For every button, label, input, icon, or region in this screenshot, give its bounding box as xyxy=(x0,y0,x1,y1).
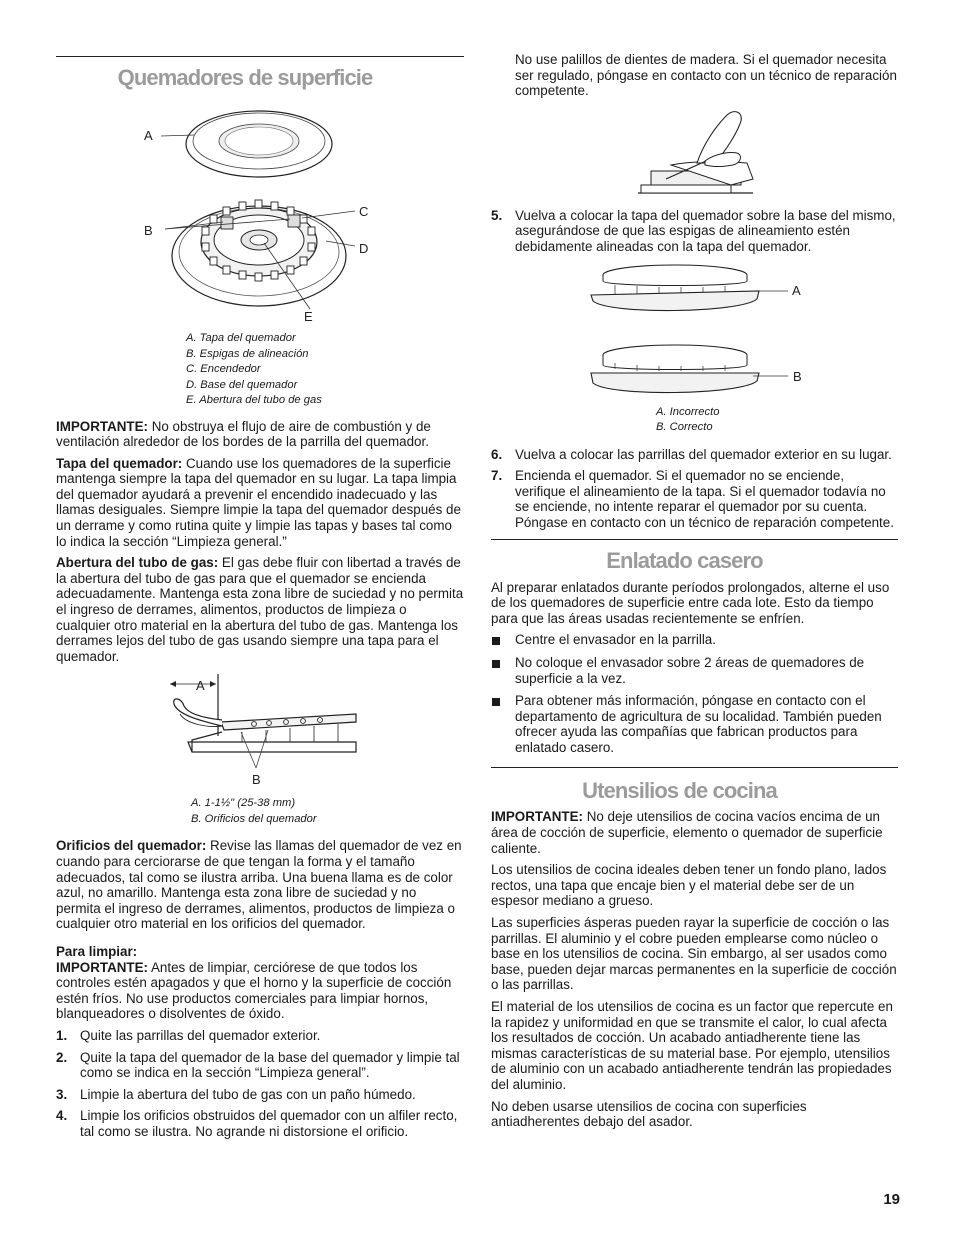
list-item: 3. Limpie la abertura del tubo de gas con un paño húmedo. xyxy=(56,1086,416,1102)
abertura-paragraph: Abertura del tubo de gas: El gas debe fluir con libertad a través de la abertura del tubo de gas para que el quemador se encienda adecuadamente. Mantenga esta zona libre de suciedad y no permita el ingreso de derrames, alimentos, productos de limpieza o cualquier otro material en la abertura del tubo de gas. Mantenga los derrames lejos del tubo de gas usando siempre una tapa para el quemador. xyxy=(56,555,464,664)
utensilios-important: IMPORTANTE: No deje utensilios de cocina vacíos encima de un área de cocción de superficie, elemento o quemador de superficie caliente. xyxy=(491,809,883,856)
cleaning-steps xyxy=(56,1028,464,1140)
list-item: No coloque el envasador sobre 2 áreas de quemadores de superficie a la vez. xyxy=(491,655,898,686)
important-paragraph-1: IMPORTANTE: No obstruya el flujo de aire de combustión y de ventilación alrededor de los bordes de la parrilla del quemador. xyxy=(56,418,431,450)
list-item: 4. Limpie los orificios obstruidos del quemador con un alfiler recto, tal como se ilustra. No agrande ni distorsione el orificio. xyxy=(56,1108,458,1139)
section-rule xyxy=(491,767,898,768)
cap-alignment-figure xyxy=(491,261,898,401)
fig2-caption: A. 1-1½" (25-38 mm) B. Orificios del quemador xyxy=(191,797,317,825)
section-rule xyxy=(56,56,464,57)
continued-paragraph: No use palillos de dientes de madera. Si el quemador necesita ser regulado, póngase en contacto con un técnico de reparación competente. xyxy=(515,52,897,99)
list-item: 2. Quite la tapa del quemador de la base del quemador y limpie tal como se indica en la sección “Limpieza general”. xyxy=(56,1049,460,1081)
enlatado-bullets xyxy=(491,632,898,755)
page-number: 19 xyxy=(883,1191,900,1208)
tapa-paragraph: Tapa del quemador: Cuando use los quemadores de la superficie mantenga siempre la tapa del quemador en su lugar. La tapa limpia del quemador ayudará a prevenir el encendido inadecuado y las llamas desiguales. Siempre limpie la tapa del quemador después de un derrame y como rutina quite y limpie las tapas y bases tal como lo indica la sección “Limpieza general.” xyxy=(56,455,461,549)
fig1-label-e: E xyxy=(304,309,313,324)
list-item: Centre el envasador en la parrilla. xyxy=(491,632,898,648)
para-limpiar-heading: Para limpiar: xyxy=(56,943,138,959)
utensilios-paragraph: Las superficies ásperas pueden rayar la superficie de cocción o las parrillas. El aluminio y el cobre pueden emplearse como núcleo o base en los utensilios de cocina. Sin embargo, al ser usados como base, pueden dejar marcas permanentes en la superficie de cocción o las parrillas. xyxy=(491,915,897,993)
fig1-label-d: D xyxy=(359,241,369,256)
right-column xyxy=(491,52,898,1136)
fig3-caption: A. Incorrecto B. Correcto xyxy=(656,405,720,434)
burner-assembly-figure xyxy=(56,101,464,327)
section-rule xyxy=(491,539,898,540)
left-column xyxy=(56,56,464,1146)
fig1-label-b: B xyxy=(144,223,153,238)
pin-cleaning-figure xyxy=(491,105,898,200)
fig2-label-a: A xyxy=(196,678,205,694)
flame-figure xyxy=(56,674,464,792)
section-title-utensilios: Utensilios de cocina xyxy=(582,778,777,804)
list-item: 1. Quite las parrillas del quemador exterior. xyxy=(56,1027,321,1043)
fig1-label-a: A xyxy=(144,128,153,143)
list-item: 7. Encienda el quemador. Si el quemador no se enciende, verifique el alineamiento de la tapa. Si el quemador todavía no se enciende, no intente reparar el quemador por su cuenta. Póngase en contacto con un técnico de reparación competente. xyxy=(491,468,894,530)
fig1-caption: A. Tapa del quemador B. Espigas de alineación C. Encendedor D. Base del quemador E. Abertura del tubo de gas xyxy=(186,332,322,406)
enlatado-intro: Al preparar enlatados durante períodos prolongados, alterne el uso de los quemadores de superficie entre cada lote. Esto da tiempo para que las áreas usadas recientemente se enfríen. xyxy=(491,579,890,626)
step-5-list xyxy=(491,208,898,255)
fig2-label-b: B xyxy=(252,772,261,788)
utensilios-paragraph: No deben usarse utensilios de cocina con superficies antiadherentes debajo del asador. xyxy=(491,1098,807,1130)
utensilios-paragraph: Los utensilios de cocina ideales deben tener un fondo plano, lados rectos, una tapa que encaje bien y el material debe ser de un espesor mediano a grueso. xyxy=(491,862,887,909)
fig1-label-c: C xyxy=(359,204,369,219)
fig3-label-b: B xyxy=(793,368,802,384)
list-item: Para obtener más información, póngase en contacto con el departamento de agricultura de su localidad. También pueden ofrecer ayuda las compañías que fabrican productos para enlatado casero. xyxy=(491,693,898,755)
list-item: 5. Vuelva a colocar la tapa del quemador sobre la base del mismo, asegurándose de que las espigas de alineamiento estén debidamente alineadas con la tapa del quemador. xyxy=(491,207,896,254)
fig3-label-a: A xyxy=(792,282,801,298)
step-6-7-list xyxy=(491,447,898,531)
orificios-paragraph: Orificios del quemador: Revise las llamas del quemador de vez en cuando para cerciorarse de que tengan la forma y el tamaño adecuados, tal como se ilustra arriba. Una buena llama es de color azul, no amarillo. Mantenga esta zona libre de suciedad y no permita el ingreso de derrames, alimentos, productos de limpieza o cualquier otro material en los orificios del quemador. xyxy=(56,838,462,932)
list-item: 6. Vuelva a colocar las parrillas del quemador exterior en su lugar. xyxy=(491,446,892,462)
important-paragraph-2: IMPORTANTE: Antes de limpiar, cerciórese de que todos los controles estén apagados y que el horno y la superficie de cocción estén fríos. No use productos comerciales para limpiar hornos, blanqueadores o disolventes de óxido. xyxy=(56,959,452,1022)
section-title-quemadores: Quemadores de superficie xyxy=(117,65,373,90)
utensilios-paragraph: El material de los utensilios de cocina es un factor que repercute en la rapidez y uniformidad en que se transmite el calor, lo cual afecta los resultados de cocción. Un acabado antiadherente tiene las mismas características de su material base. Por ejemplo, utensilios de aluminio con un acabado antiadherente tendrán las propiedades del aluminio. xyxy=(491,999,893,1092)
section-title-enlatado: Enlatado casero xyxy=(606,547,763,573)
